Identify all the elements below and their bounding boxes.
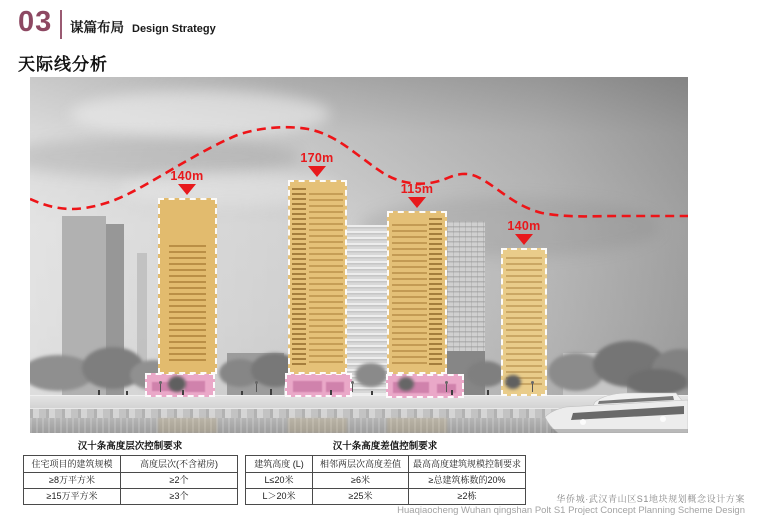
- header-cell: 最高高度建筑规模控制要求: [409, 456, 526, 473]
- tower-windows: [292, 188, 306, 367]
- pedestrian: [451, 390, 453, 395]
- table-cell: ≥8万平方米: [24, 473, 121, 489]
- lamp-post: [446, 383, 447, 392]
- down-triangle-icon: [308, 166, 326, 177]
- table-cell: ≥总建筑栋数的20%: [409, 473, 526, 489]
- height-label: 115m: [400, 182, 434, 196]
- height-marker-2: [287, 152, 347, 177]
- pedestrian: [270, 389, 272, 395]
- highlight-tower-1: [158, 198, 217, 374]
- section-title-en: Design Strategy: [132, 23, 216, 35]
- down-triangle-icon: [408, 197, 426, 208]
- table-cell: ≥15万平方米: [24, 489, 121, 505]
- height-marker-4: [494, 220, 554, 245]
- height-level-table: [23, 438, 237, 505]
- tower-windows: [309, 193, 343, 366]
- pedestrian: [241, 391, 243, 395]
- footer-line-en: Huaqiaocheng Wuhan qingshan Polt S1 Project Concept Planning Scheme Design: [397, 505, 745, 516]
- header-cell: 住宅项目的建筑规模: [24, 456, 121, 473]
- water-reflection: [387, 418, 447, 433]
- down-triangle-icon: [515, 234, 533, 245]
- height-label: 170m: [300, 151, 334, 165]
- section-title: [70, 16, 216, 36]
- yacht: [543, 392, 688, 433]
- highlight-tower-4: [501, 248, 547, 396]
- table-cell: ≥2个: [121, 473, 238, 489]
- lamp-post: [256, 383, 257, 392]
- pedestrian: [98, 390, 100, 395]
- table-row: [24, 473, 238, 489]
- water-reflection: [158, 418, 217, 433]
- podium-detail: [185, 381, 205, 393]
- pedestrian: [371, 391, 373, 395]
- lamp-post: [160, 383, 161, 392]
- water-reflection: [288, 418, 347, 433]
- section-number: 03: [18, 6, 53, 38]
- table-cell: L≤20米: [246, 473, 313, 489]
- section-divider: [60, 10, 62, 39]
- table-cell: ≥3个: [121, 489, 238, 505]
- podium-detail: [326, 382, 344, 392]
- table-header-row: [24, 456, 238, 473]
- highlight-tower-3: [387, 211, 447, 374]
- lamp-post: [352, 383, 353, 392]
- page-title: 天际线分析: [18, 55, 108, 74]
- tower-windows: [506, 257, 541, 387]
- pedestrian: [182, 390, 184, 395]
- pedestrian: [487, 390, 489, 395]
- table-cell: ≥6米: [313, 473, 409, 489]
- tower-windows: [429, 218, 442, 367]
- header-cell: 建筑高度 (L): [246, 456, 313, 473]
- tree: [168, 376, 186, 392]
- table-cell: L＞20米: [246, 489, 313, 505]
- cloud: [70, 91, 330, 137]
- pedestrian: [330, 390, 332, 395]
- table-row: [24, 489, 238, 505]
- height-marker-3: [387, 183, 447, 208]
- table-row: [246, 473, 526, 489]
- header-cell: 相邻两层次高度差值: [313, 456, 409, 473]
- table-cell: ≥2栋: [409, 489, 526, 505]
- tower-windows: [169, 245, 206, 365]
- table-title: 汉十条高度层次控制要求: [77, 441, 183, 452]
- pedestrian: [126, 391, 128, 395]
- lamp-post: [532, 383, 533, 392]
- section-title-zh: 谋篇布局: [70, 20, 124, 35]
- tree: [398, 377, 414, 391]
- table-header-row: [246, 456, 526, 473]
- tree: [467, 361, 505, 387]
- table-cell: ≥25米: [313, 489, 409, 505]
- tree: [505, 375, 521, 389]
- down-triangle-icon: [178, 184, 196, 195]
- tree: [355, 363, 387, 387]
- footer-line-zh: 华侨城·武汉青山区S1地块规划概念设计方案: [556, 494, 745, 504]
- background-building: [137, 253, 147, 365]
- project-footer: [397, 494, 745, 516]
- height-label: 140m: [507, 219, 541, 233]
- height-marker-1: [157, 170, 217, 195]
- header-cell: 高度层次(不含裙房): [121, 456, 238, 473]
- tower-windows: [392, 224, 427, 366]
- highlight-tower-2: [288, 180, 347, 374]
- podium-detail: [293, 381, 321, 391]
- skyline-rendering-image: [30, 77, 688, 433]
- podium-2: [285, 373, 352, 397]
- height-label: 140m: [170, 169, 204, 183]
- table-title: 汉十条高度差值控制要求: [332, 441, 438, 452]
